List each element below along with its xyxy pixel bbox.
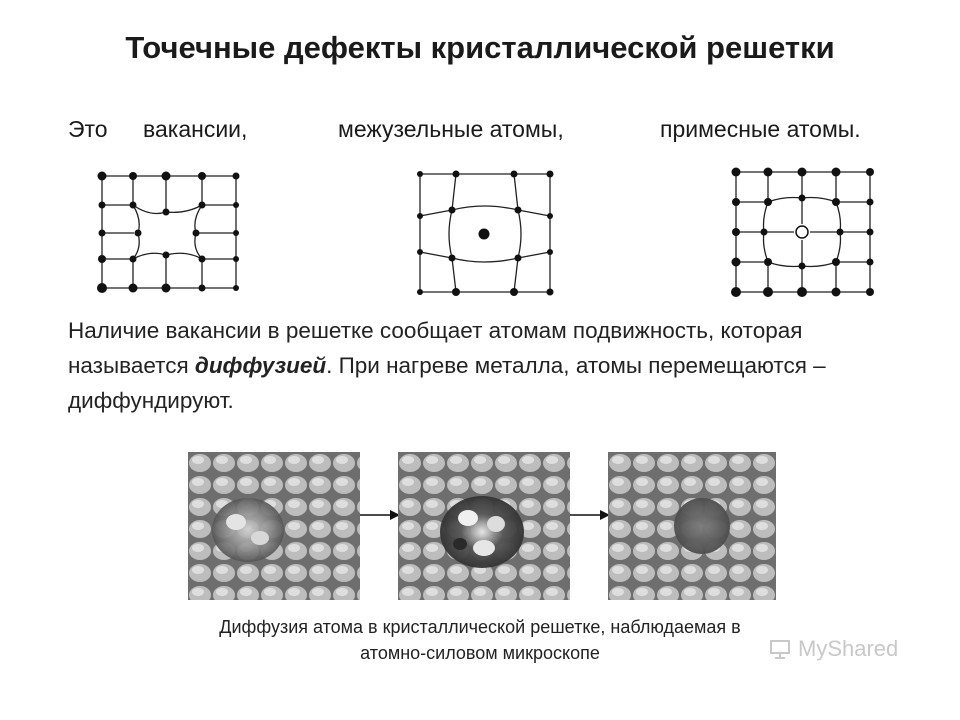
paragraph-emphasis: диффузией xyxy=(194,353,327,378)
caption-line-1: Диффузия атома в кристаллической решетке, наблюдаемая в xyxy=(219,617,741,637)
intro-label: Это xyxy=(68,116,108,142)
watermark xyxy=(768,636,898,662)
vacancies-label: вакансии, xyxy=(143,116,248,142)
afm-image-1 xyxy=(188,452,360,600)
figure-caption xyxy=(100,614,860,666)
diffusion-paragraph xyxy=(68,313,908,418)
afm-image-2 xyxy=(398,452,570,600)
vacancy-lattice-diagram xyxy=(90,162,250,302)
caption-line-2: атомно-силовом микроскопе xyxy=(360,643,600,663)
presentation-board-icon xyxy=(768,637,792,661)
slide-title: Точечные дефекты кристаллической решетки xyxy=(125,30,835,65)
interstitial-label: межузельные атомы, xyxy=(338,116,564,142)
watermark-text: MyShared xyxy=(798,636,899,661)
arrow-right-icon-1 xyxy=(360,505,400,525)
afm-image-3 xyxy=(608,452,776,600)
paragraph-part2: . При нагреве металла, атомы перемещаются – диффундируют. xyxy=(68,353,826,413)
paragraph-part1: Наличие вакансии в решетке сообщает атомам подвижность, которая называется xyxy=(68,318,803,378)
interstitial-lattice-diagram xyxy=(408,162,568,302)
impurity-lattice-diagram xyxy=(726,162,886,302)
arrow-right-icon-2 xyxy=(570,505,610,525)
impurity-label: примесные атомы. xyxy=(660,116,861,142)
